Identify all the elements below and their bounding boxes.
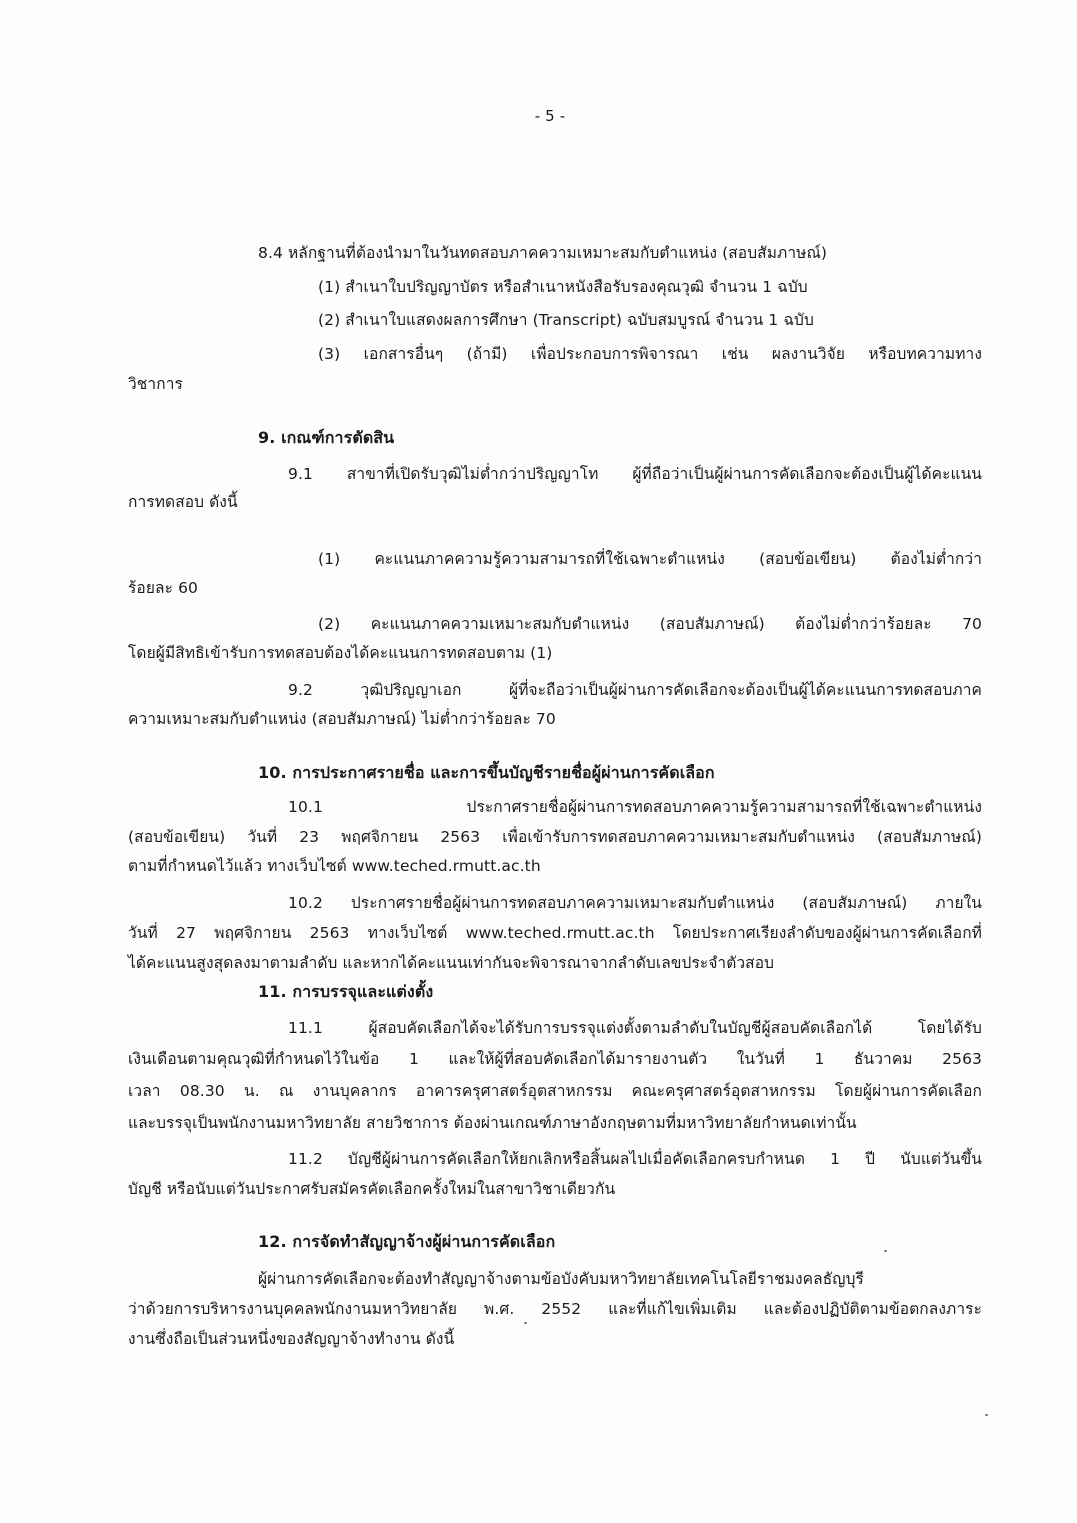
scan-speck xyxy=(524,1322,527,1324)
section-11-2-line-2: บัญชี หรือนับแต่วันประกาศรับสมัครคัดเลือกครั้งใหม่ในสาขาวิชาเดียวกัน xyxy=(128,1180,616,1198)
section-8-4-item-3-line-1: (3) เอกสารอื่นๆ (ถ้ามี) เพื่อประกอบการพิจารณา เช่น ผลงานวิจัย หรือบทความทาง xyxy=(318,345,982,363)
page-number: - 5 - xyxy=(534,107,566,125)
scan-speck xyxy=(884,1250,887,1252)
section-9-1-item-2-line-1: (2) คะแนนภาคความเหมาะสมกับตำแหน่ง (สอบสัมภาษณ์) ต้องไม่ต่ำกว่าร้อยละ 70 xyxy=(318,615,982,633)
section-11-2-line-1: 11.2 บัญชีผู้ผ่านการคัดเลือกให้ยกเลิกหรือสิ้นผลไปเมื่อคัดเลือกครบกำหนด 1 ปี นับแต่วันขึ้น xyxy=(288,1150,982,1168)
section-9-1-line-1: 9.1 สาขาที่เปิดรับวุฒิไม่ต่ำกว่าปริญญาโท ผู้ที่ถือว่าเป็นผู้ผ่านการคัดเลือกจะต้องเป็นผู้ได้คะแนน xyxy=(288,465,982,483)
section-9-1-line-2: การทดสอบ ดังนี้ xyxy=(128,493,238,511)
section-10-heading: 10. การประกาศรายชื่อ และการขึ้นบัญชีรายชื่อผู้ผ่านการคัดเลือก xyxy=(258,763,715,782)
section-11-1-line-3: เวลา 08.30 น. ณ งานบุคลากร อาคารครุศาสตร์อุตสาหกรรม คณะครุศาสตร์อุตสาหกรรม โดยผู้ผ่านการคัดเลือก xyxy=(128,1082,982,1100)
section-8-4-item-2: (2) สำเนาใบแสดงผลการศึกษา (Transcript) ฉบับสมบูรณ์ จำนวน 1 ฉบับ xyxy=(318,311,814,329)
section-9-2-line-2: ความเหมาะสมกับตำแหน่ง (สอบสัมภาษณ์) ไม่ต่ำกว่าร้อยละ 70 xyxy=(128,710,556,728)
section-12-line-1: ผู้ผ่านการคัดเลือกจะต้องทำสัญญาจ้างตามข้อบังคับมหาวิทยาลัยเทคโนโลยีราชมงคลธัญบุรี xyxy=(258,1270,864,1288)
section-10-2-line-3: ได้คะแนนสูงสุดลงมาตามลำดับ และหากได้คะแนนเท่ากันจะพิจารณาจากลำดับเลขประจำตัวสอบ xyxy=(128,954,775,972)
section-12-line-3: งานซึ่งถือเป็นส่วนหนึ่งของสัญญาจ้างทำงาน ดังนี้ xyxy=(128,1330,455,1348)
section-12-heading: 12. การจัดทำสัญญาจ้างผู้ผ่านการคัดเลือก xyxy=(258,1232,556,1251)
section-10-2-line-2: วันที่ 27 พฤศจิกายน 2563 ทางเว็บไซต์ www.teched.rmutt.ac.th โดยประกาศเรียงลำดับของผู้ผ่านการคัดเลือกที่ xyxy=(128,924,982,942)
section-9-heading: 9. เกณฑ์การตัดสิน xyxy=(258,428,395,447)
scan-speck xyxy=(985,1414,988,1416)
section-9-1-item-2-line-2: โดยผู้มีสิทธิเข้ารับการทดสอบต้องได้คะแนนการทดสอบตาม (1) xyxy=(128,644,553,662)
section-10-1-line-2: (สอบข้อเขียน) วันที่ 23 พฤศจิกายน 2563 เพื่อเข้ารับการทดสอบภาคความเหมาะสมกับตำแหน่ง (สอบสัมภาษณ์) xyxy=(128,828,982,846)
section-11-1-line-1: 11.1 ผู้สอบคัดเลือกได้จะได้รับการบรรจุแต่งตั้งตามลำดับในบัญชีผู้สอบคัดเลือกได้ โดยได้รับ xyxy=(288,1019,982,1037)
section-9-2-line-1: 9.2 วุฒิปริญญาเอก ผู้ที่จะถือว่าเป็นผู้ผ่านการคัดเลือกจะต้องเป็นผู้ได้คะแนนการทดสอบภาค xyxy=(288,681,982,699)
section-11-1-line-4: และบรรจุเป็นพนักงานมหาวิทยาลัย สายวิชาการ ต้องผ่านเกณฑ์ภาษาอังกฤษตามที่มหาวิทยาลัยกำหนดเท่านั้น xyxy=(128,1114,857,1132)
section-8-4-heading: 8.4 หลักฐานที่ต้องนำมาในวันทดสอบภาคความเหมาะสมกับตำแหน่ง (สอบสัมภาษณ์) xyxy=(258,244,828,262)
section-10-2-line-1: 10.2 ประกาศรายชื่อผู้ผ่านการทดสอบภาคความเหมาะสมกับตำแหน่ง (สอบสัมภาษณ์) ภายใน xyxy=(288,894,982,912)
section-8-4-item-1: (1) สำเนาใบปริญญาบัตร หรือสำเนาหนังสือรับรองคุณวุฒิ จำนวน 1 ฉบับ xyxy=(318,278,808,296)
section-8-4-item-3-line-2: วิชาการ xyxy=(128,375,183,393)
section-10-1-line-1: 10.1 ประกาศรายชื่อผู้ผ่านการทดสอบภาคความรู้ความสามารถที่ใช้เฉพาะตำแหน่ง xyxy=(288,798,982,816)
section-11-1-line-2: เงินเดือนตามคุณวุฒิที่กำหนดไว้ในข้อ 1 และให้ผู้ที่สอบคัดเลือกได้มารายงานตัว ในวันที่ 1 ธันวาคม 2563 xyxy=(128,1050,982,1068)
section-12-line-2: ว่าด้วยการบริหารงานบุคคลพนักงานมหาวิทยาลัย พ.ศ. 2552 และที่แก้ไขเพิ่มเติม และต้องปฏิบัติตามข้อตกลงภาระ xyxy=(128,1300,982,1318)
section-9-1-item-1-line-1: (1) คะแนนภาคความรู้ความสามารถที่ใช้เฉพาะตำแหน่ง (สอบข้อเขียน) ต้องไม่ต่ำกว่า xyxy=(318,550,982,568)
section-11-heading: 11. การบรรจุและแต่งตั้ง xyxy=(258,982,434,1001)
section-9-1-item-1-line-2: ร้อยละ 60 xyxy=(128,579,198,597)
section-10-1-line-3: ตามที่กำหนดไว้แล้ว ทางเว็บไซต์ www.teched.rmutt.ac.th xyxy=(128,857,541,875)
